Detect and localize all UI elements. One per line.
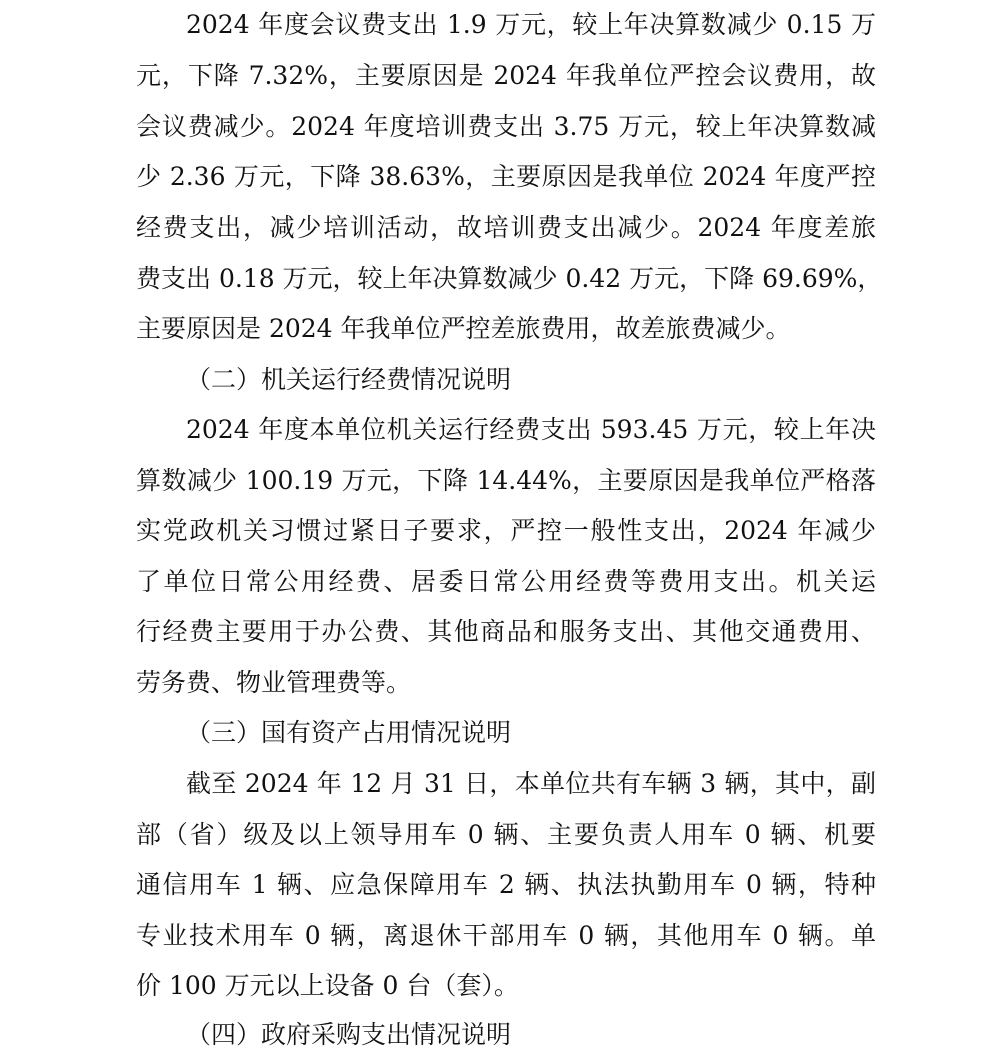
section-three-heading: （三）国有资产占用情况说明: [186, 718, 512, 747]
text-line: 价 100 万元以上设备 0 台（套）。: [136, 971, 519, 1000]
text-line: 少 2.36 万元，下降 38.63%，主要原因是我单位 2024 年度严控: [136, 162, 876, 191]
text-line: 了单位日常公用经费、居委日常公用经费等费用支出。机关运: [136, 567, 876, 596]
text-line: 2024 年度会议费支出 1.9 万元，较上年决算数减少 0.15 万: [186, 10, 876, 39]
text-line: 专业技术用车 0 辆，离退休干部用车 0 辆，其他用车 0 辆。单: [136, 921, 876, 950]
section-two-heading: （二）机关运行经费情况说明: [186, 365, 512, 394]
text-line: 主要原因是 2024 年我单位严控差旅费用，故差旅费减少。: [136, 314, 791, 343]
text-line: 通信用车 1 辆、应急保障用车 2 辆、执法执勤用车 0 辆，特种: [136, 870, 876, 899]
text-line: 劳务费、物业管理费等。: [136, 668, 412, 697]
text-line: 经费支出，减少培训活动，故培训费支出减少。2024 年度差旅: [136, 213, 876, 242]
text-line: 元，下降 7.32%，主要原因是 2024 年我单位严控会议费用，故: [136, 61, 876, 90]
text-line: 算数减少 100.19 万元，下降 14.44%，主要原因是我单位严格落: [136, 466, 876, 495]
text-line: 行经费主要用于办公费、其他商品和服务支出、其他交通费用、: [136, 617, 876, 646]
text-line: 截至 2024 年 12 月 31 日，本单位共有车辆 3 辆，其中，副: [186, 769, 876, 798]
section-four-heading: （四）政府采购支出情况说明: [186, 1020, 512, 1049]
text-line: 部（省）级及以上领导用车 0 辆、主要负责人用车 0 辆、机要: [136, 820, 876, 849]
text-line: 费支出 0.18 万元，较上年决算数减少 0.42 万元，下降 69.69%，: [136, 264, 883, 293]
text-line: 2024 年度本单位机关运行经费支出 593.45 万元，较上年决: [186, 415, 876, 444]
text-line: 实党政机关习惯过紧日子要求，严控一般性支出，2024 年减少: [136, 516, 876, 545]
text-line: 会议费减少。2024 年度培训费支出 3.75 万元，较上年决算数减: [136, 112, 876, 141]
